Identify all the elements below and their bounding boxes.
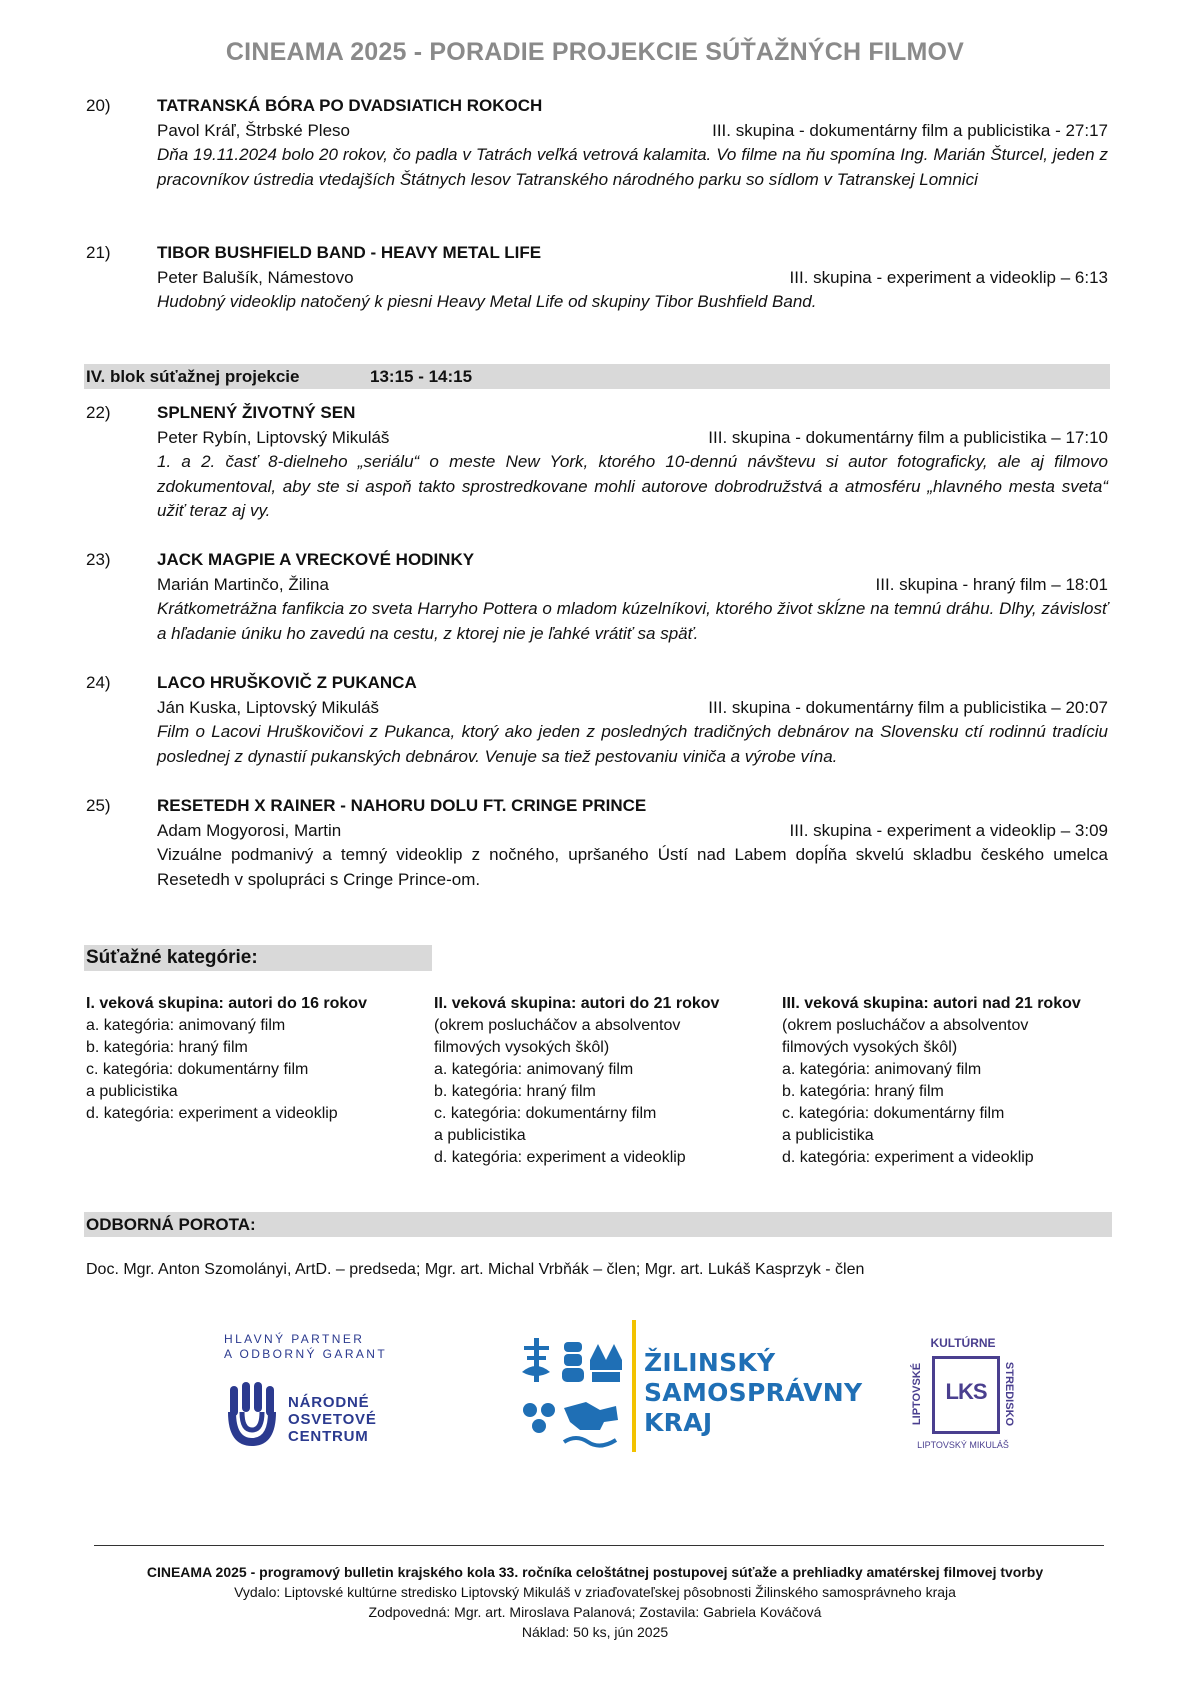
category-line: d. kategória: experiment a videoklip [434,1149,686,1166]
lks-logo [908,1336,1018,1462]
film-number: 20) [86,96,111,115]
noc-emblem-icon [226,1382,282,1448]
film-entry [86,401,1108,524]
lks-left-label: LIPTOVSKÉ [911,1362,923,1426]
lks-monogram-text: LKS [945,1379,987,1404]
category-line: a publicistika [434,1127,526,1144]
category-line: filmových vysokých škôl) [782,1039,958,1056]
category-line: a. kategória: animovaný film [782,1061,982,1078]
category-group-heading: II. veková skupina: autori do 21 rokov [434,995,720,1012]
zsk-name-line1: ŽILINSKÝ [644,1348,776,1377]
film-title: LACO HRUŠKOVIČ Z PUKANCA [157,673,417,692]
film-title: JACK MAGPIE A VRECKOVÉ HODINKY [157,550,475,569]
film-title: TATRANSKÁ BÓRA PO DVADSIATICH ROKOCH [157,96,543,115]
film-author: Pavol Kráľ, Štrbské Pleso [157,120,350,140]
category-line: (okrem poslucháčov a absolventov [434,1017,681,1034]
noc-name-line3: CENTRUM [288,1428,369,1445]
category-line: (okrem poslucháčov a absolventov [782,1017,1029,1034]
lks-monogram [932,1356,1000,1434]
lks-bottom-label: LIPTOVSKÝ MIKULÁŠ [917,1440,1009,1450]
zsk-yellow-bar [632,1320,636,1452]
film-description: Vizuálne podmanivý a temný videoklip z nočného, upršaného Ústí nad Labem dopĺňa skvelú skladbu českého umelca Resetedh v spolupráci s Cringe Prince-om. [157,845,1108,889]
categories-heading: Súťažné kategórie: [84,945,432,971]
film-description: Dňa 19.11.2024 bolo 20 rokov, čo padla v Tatrách veľká vetrová kalamita. Vo filme na ňu spomína Ing. Marián Šturcel, jeden z pracovníkov ústredia vtedajších Štátnych lesov Tatranského národného parku so sídlom v Tatranskej Lomnici [157,145,1108,189]
footer-line-1: CINEAMA 2025 - programový bulletin krajského kola 33. ročníka celoštátnej postupovej súťaže a prehliadky amatérskej filmovej tvorby [146,1564,1044,1580]
category-line: d. kategória: experiment a videoklip [782,1149,1034,1166]
film-entry [86,94,1108,192]
film-entry [86,794,1108,892]
category-group-heading: I. veková skupina: autori do 16 rokov [86,995,367,1012]
film-entry [86,671,1108,769]
film-entry [86,548,1108,646]
category-line: c. kategória: dokumentárny film [434,1105,657,1122]
film-number: 21) [86,243,111,262]
film-category: III. skupina - experiment a videoklip – 3:09 [789,820,1108,840]
film-author: Peter Balušík, Námestovo [157,267,354,287]
film-description: 1. a 2. časť 8-dielneho „seriálu“ o meste New York, ktorého 10-dennú návštevu si autor fotograficky, ale aj filmovo zdokumentoval, aby ste si aspoň takto sprostredkovane mohli autorove dobrodružstvá a atmosféru „hlavného mesta sveta“ užiť teraz aj vy. [157,452,1108,520]
film-category: III. skupina - hraný film – 18:01 [875,574,1108,594]
category-line: a publicistika [86,1083,178,1100]
film-number: 23) [86,550,111,569]
film-category: III. skupina - dokumentárny film a publicistika – 17:10 [708,427,1108,447]
block-label: IV. blok súťažnej projekcie [86,367,300,386]
block-time: 13:15 - 14:15 [370,367,473,386]
category-line: filmových vysokých škôl) [434,1039,610,1056]
zsk-name-line3: KRAJ [644,1408,713,1437]
film-title: SPLNENÝ ŽIVOTNÝ SEN [157,403,356,422]
jury-heading: ODBORNÁ POROTA: [84,1212,1112,1237]
film-description: Film o Lacovi Hruškovičovi z Pukanca, ktorý ako jeden z posledných tradičných debnárov na Slovensku ctí rodinnú tradíciu poslednej z dynastií pukanských debnárov. Venuje sa tiež pestovaniu viniča a výrobe vína. [157,722,1108,766]
category-line: a publicistika [782,1127,874,1144]
category-line: b. kategória: hraný film [86,1039,248,1056]
category-line: c. kategória: dokumentárny film [86,1061,309,1078]
film-author: Marián Martinčo, Žilina [157,574,329,594]
film-author: Ján Kuska, Liptovský Mikuláš [157,697,380,717]
film-number: 22) [86,403,111,422]
noc-caption-line1: HLAVNÝ PARTNER [224,1332,365,1346]
category-group-heading: III. veková skupina: autori nad 21 rokov [782,995,1081,1012]
category-line: c. kategória: dokumentárny film [782,1105,1005,1122]
film-author: Adam Mogyorosi, Martin [157,820,342,840]
film-category: III. skupina - dokumentárny film a publicistika - 27:17 [712,120,1108,140]
film-title: RESETEDH X RAINER - NAHORU DOLU FT. CRINGE PRINCE [157,796,647,815]
jury-members: Doc. Mgr. Anton Szomolányi, ArtD. – predseda; Mgr. art. Michal Vrbňák – člen; Mgr. art. Lukáš Kasprzyk - člen [86,1261,865,1278]
footer-line-2: Vydalo: Liptovské kultúrne stredisko Liptovský Mikuláš v zriaďovateľskej pôsobnosti Žilinského samosprávneho kraja [234,1584,956,1600]
zsk-coat-of-arms-icon [520,1330,625,1456]
footer-line-4: Náklad: 50 ks, jún 2025 [521,1624,669,1640]
footer-divider [94,1545,1104,1546]
noc-name-line1: NÁRODNÉ [288,1394,370,1411]
category-line: a. kategória: animovaný film [434,1061,634,1078]
noc-logo [224,1332,394,1462]
page-title: CINEAMA 2025 - PORADIE PROJEKCIE SÚŤAŽNÝCH FILMOV [225,38,965,66]
film-category: III. skupina - dokumentárny film a publicistika – 20:07 [708,697,1108,717]
footer [0,1562,1190,1642]
film-entry [86,241,1108,315]
lks-right-label: STREDISKO [1003,1361,1015,1427]
film-title: TIBOR BUSHFIELD BAND - HEAVY METAL LIFE [157,243,542,262]
film-description: Hudobný videoklip natočený k piesni Heavy Metal Life od skupiny Tibor Bushfield Band. [157,292,817,311]
film-number: 24) [86,673,111,692]
category-line: b. kategória: hraný film [782,1083,944,1100]
noc-name-line2: OSVETOVÉ [288,1411,377,1428]
projection-block-header [84,364,1110,389]
lks-top-label: KULTÚRNE [930,1336,996,1350]
category-line: d. kategória: experiment a videoklip [86,1105,338,1122]
noc-caption-line2: A ODBORNÝ GARANT [224,1347,388,1361]
zsk-logo [520,1320,863,1460]
film-category: III. skupina - experiment a videoklip – 6:13 [789,267,1108,287]
film-description: Krátkometrážna fanfikcia zo sveta Harryho Pottera o mladom kúzelníkovi, ktorého život skĺzne na temnú dráhu. Dlhy, závislosť a hľadanie úniku ho zavedú na cestu, z ktorej nie je ľahké vrátiť sa späť. [157,599,1108,643]
category-column-2 [434,993,764,1169]
film-author: Peter Rybín, Liptovský Mikuláš [157,427,390,447]
film-number: 25) [86,796,111,815]
category-column-1 [86,993,416,1125]
category-line: a. kategória: animovaný film [86,1017,286,1034]
category-column-3 [782,993,1112,1169]
footer-line-3: Zodpovedná: Mgr. art. Miroslava Palanová; Zostavila: Gabriela Kováčová [368,1604,822,1620]
category-line: b. kategória: hraný film [434,1083,596,1100]
zsk-name-line2: SAMOSPRÁVNY [644,1378,863,1407]
